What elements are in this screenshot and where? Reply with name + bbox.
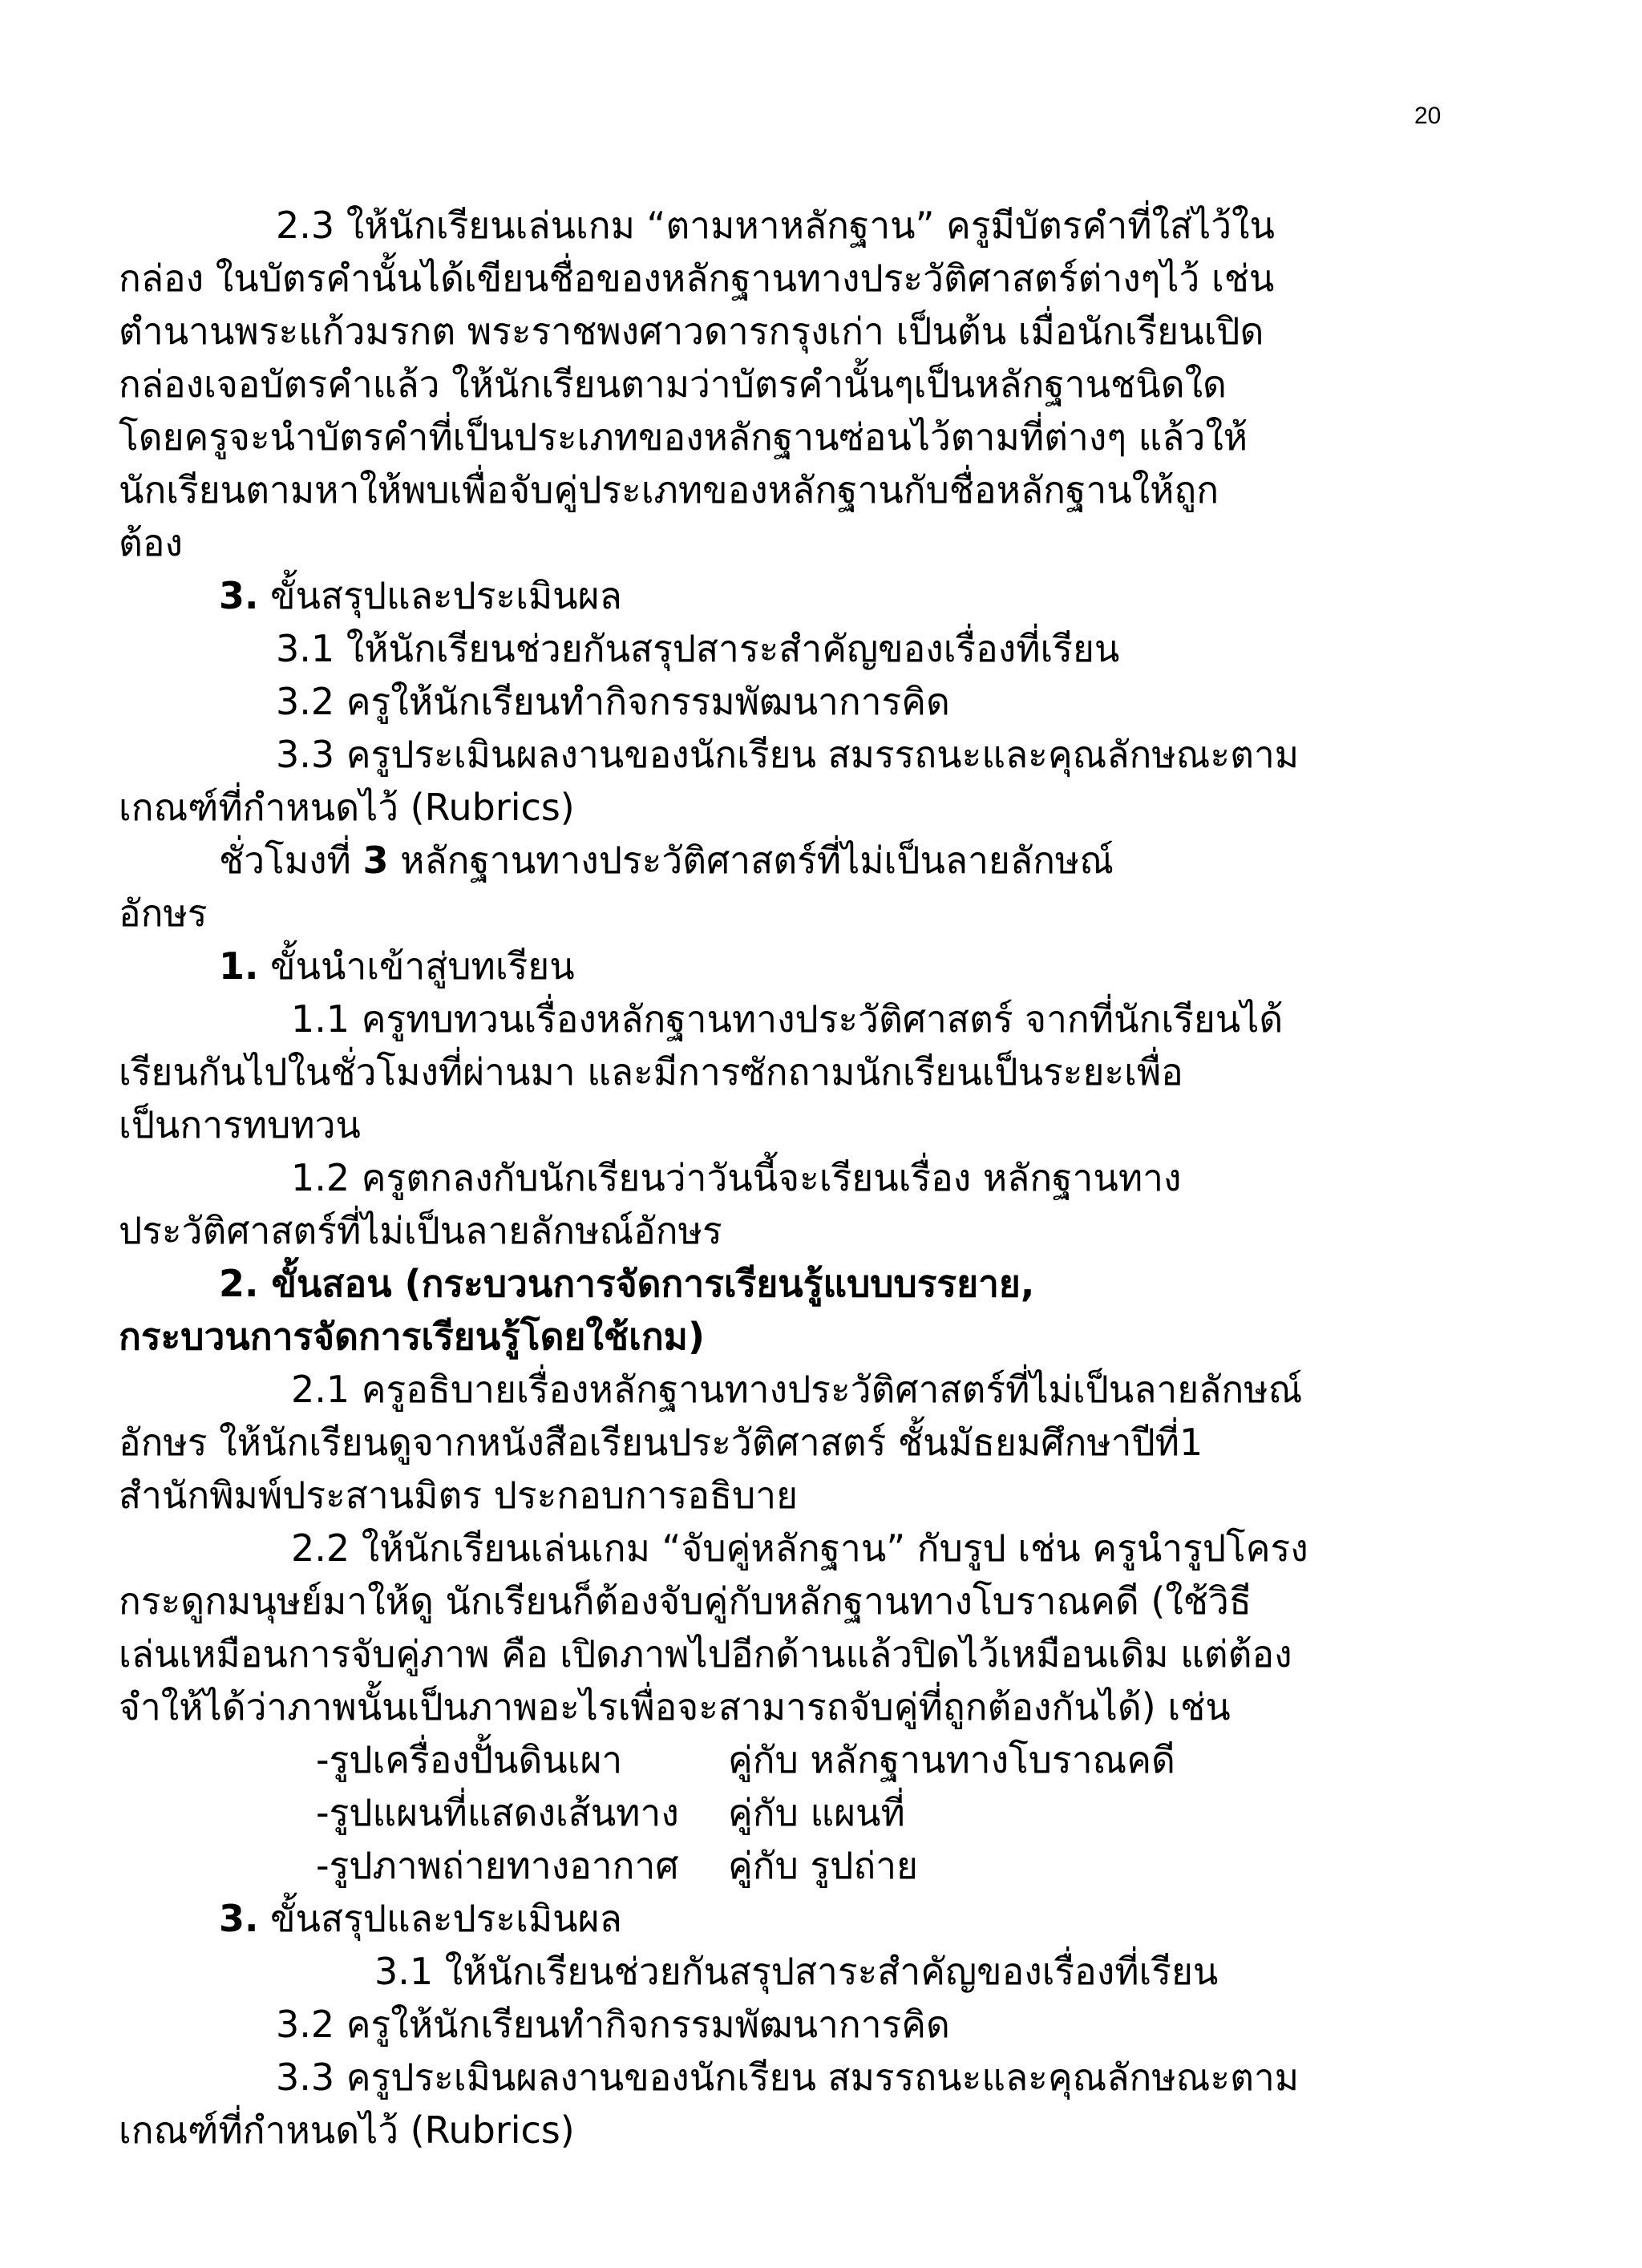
text-line — [119, 1098, 1466, 1151]
line-bold: 3. — [219, 574, 259, 617]
line-text: เป็นการทบทวน — [119, 1103, 361, 1146]
text-line — [119, 199, 1466, 252]
line-bold: 1. — [219, 944, 259, 988]
line-bold: 3. — [219, 1897, 259, 1940]
line-text: 3.3 ครูประเมินผลงานของนักเรียน สมรรถนะและคุณลักษณะตาม — [276, 733, 1300, 776]
line-text: ประวัติศาสตร์ที่ไม่เป็นลายลักษณ์อักษร — [119, 1209, 722, 1252]
text-line — [119, 1733, 1466, 1786]
text-line — [119, 887, 1466, 940]
line-text: 3.2 ครูให้นักเรียนทำกิจกรรมพัฒนาการคิด — [276, 680, 950, 723]
pair-right: คู่กับ แผนที่ — [728, 1791, 905, 1834]
line-text: ขั้นสรุปและประเมินผล — [258, 574, 622, 617]
line-text: ชั่วโมงที่ — [219, 839, 363, 882]
text-line — [119, 1257, 1466, 1310]
text-line — [119, 1151, 1466, 1204]
line-text: 1.2 ครูตกลงกับนักเรียนว่าวันนี้จะเรียนเรื่อง หลักฐานทาง — [291, 1156, 1182, 1199]
text-line — [119, 675, 1466, 728]
pair-left: -รูปภาพถ่ายทางอากาศ — [316, 1844, 679, 1887]
pair-right: คู่กับ หลักฐานทางโบราณคดี — [728, 1738, 1175, 1781]
line-text: กล่อง ในบัตรคำนั้นได้เขียนชื่อของหลักฐานทางประวัติศาสตร์ต่างๆไว้ เช่น — [119, 257, 1275, 300]
text-line — [119, 1045, 1466, 1098]
line-text: 3.3 ครูประเมินผลงานของนักเรียน สมรรถนะและคุณลักษณะตาม — [276, 2056, 1300, 2099]
text-line — [119, 1627, 1466, 1680]
text-line — [119, 252, 1466, 305]
line-text: จำให้ได้ว่าภาพนั้นเป็นภาพอะไรเพื่อจะสามารถจับคู่ที่ถูกต้องกันได้) เช่น — [119, 1685, 1231, 1728]
line-text: เรียนกันไปในชั่วโมงที่ผ่านมา และมีการซักถามนักเรียนเป็นระยะเพื่อ — [119, 1050, 1183, 1094]
line-text: 2.2 ให้นักเรียนเล่นเกม “จับคู่หลักฐาน” กับรูป เช่น ครูนำรูปโครง — [291, 1526, 1308, 1570]
text-line — [119, 1998, 1466, 2051]
line-text: กล่องเจอบัตรคำแล้ว ให้นักเรียนตามว่าบัตรคำนั้นๆเป็นหลักฐานชนิดใด — [119, 362, 1227, 406]
line-text: ขั้นนำเข้าสู่บทเรียน — [258, 944, 575, 988]
text-line — [119, 1522, 1466, 1575]
text-line — [119, 940, 1466, 993]
line-text: ต้อง — [119, 521, 183, 564]
text-line — [119, 2104, 1466, 2157]
line-text: 2.3 ให้นักเรียนเล่นเกม “ตามหาหลักฐาน” ครูมีบัตรคำที่ใส่ไว้ใน — [276, 204, 1275, 247]
line-bold: กระบวนการจัดการเรียนรู้โดยใช้เกม) — [119, 1315, 706, 1358]
pair-left: -รูปเครื่องปั้นดินเผา — [316, 1738, 623, 1781]
line-text: เกณฑ์ที่กำหนดไว้ (Rubrics) — [119, 2108, 575, 2152]
line-text: กระดูกมนุษย์มาให้ดู นักเรียนก็ต้องจับคู่กับหลักฐานทางโบราณคดี (ใช้วิธี — [119, 1579, 1252, 1623]
text-line — [119, 410, 1466, 463]
text-line — [119, 1204, 1466, 1257]
text-line — [119, 1786, 1466, 1839]
text-line — [119, 1892, 1466, 1945]
pair-right: คู่กับ รูปถ่าย — [728, 1844, 918, 1887]
text-line — [119, 1839, 1466, 1892]
text-line — [119, 1363, 1466, 1416]
page-number: 20 — [1414, 103, 1442, 129]
line-bold: 3 — [362, 839, 389, 882]
line-text: 3.2 ครูให้นักเรียนทำกิจกรรมพัฒนาการคิด — [276, 2003, 950, 2046]
line-bold: 2. ขั้นสอน (กระบวนการจัดการเรียนรู้แบบบรรยาย, — [219, 1262, 1035, 1305]
text-line — [119, 516, 1466, 569]
text-line — [119, 463, 1466, 516]
text-line — [119, 993, 1466, 1045]
text-line — [119, 2051, 1466, 2104]
line-text: เกณฑ์ที่กำหนดไว้ (Rubrics) — [119, 786, 575, 829]
text-line — [119, 1680, 1466, 1733]
text-line — [119, 358, 1466, 410]
line-text: อักษร — [119, 891, 208, 935]
line-text-2: หลักฐานทางประวัติศาสตร์ที่ไม่เป็นลายลักษณ์ — [388, 839, 1114, 882]
line-text: โดยครูจะนำบัตรคำที่เป็นประเภทของหลักฐานซ่อนไว้ตามที่ต่างๆ แล้วให้ — [119, 415, 1248, 459]
line-text: ตำนานพระแก้วมรกต พระราชพงศาวดารกรุงเก่า เป็นต้น เมื่อนักเรียนเปิด — [119, 309, 1264, 353]
line-text: เล่นเหมือนการจับคู่ภาพ คือ เปิดภาพไปอีกด้านแล้วปิดไว้เหมือนเดิม แต่ต้อง — [119, 1632, 1292, 1676]
text-line — [119, 781, 1466, 834]
text-line — [119, 569, 1466, 622]
line-text: 3.1 ให้นักเรียนช่วยกันสรุปสาระสำคัญของเรื่องที่เรียน — [374, 1950, 1219, 1993]
document-body — [119, 199, 1466, 2157]
pair-left: -รูปแผนที่แสดงเส้นทาง — [316, 1791, 679, 1834]
line-text: สำนักพิมพ์ประสานมิตร ประกอบการอธิบาย — [119, 1474, 799, 1517]
text-line — [119, 728, 1466, 781]
line-text: 2.1 ครูอธิบายเรื่องหลักฐานทางประวัติศาสตร์ที่ไม่เป็นลายลักษณ์ — [291, 1368, 1303, 1411]
line-text: 3.1 ให้นักเรียนช่วยกันสรุปสาระสำคัญของเรื่องที่เรียน — [276, 627, 1120, 670]
text-line — [119, 305, 1466, 358]
text-line — [119, 1575, 1466, 1627]
line-text: นักเรียนตามหาให้พบเพื่อจับคู่ประเภทของหลักฐานกับชื่อหลักฐานให้ถูก — [119, 468, 1219, 511]
text-line — [119, 1416, 1466, 1469]
text-line — [119, 1310, 1466, 1363]
text-line — [119, 622, 1466, 675]
text-line — [119, 834, 1466, 887]
text-line — [119, 1945, 1466, 1998]
line-text: 1.1 ครูทบทวนเรื่องหลักฐานทางประวัติศาสตร์ จากที่นักเรียนได้ — [291, 997, 1284, 1041]
line-text: อักษร ให้นักเรียนดูจากหนังสือเรียนประวัติศาสตร์ ชั้นมัธยมศึกษาปีที่1 — [119, 1421, 1203, 1464]
line-text: ขั้นสรุปและประเมินผล — [258, 1897, 622, 1940]
text-line — [119, 1469, 1466, 1522]
